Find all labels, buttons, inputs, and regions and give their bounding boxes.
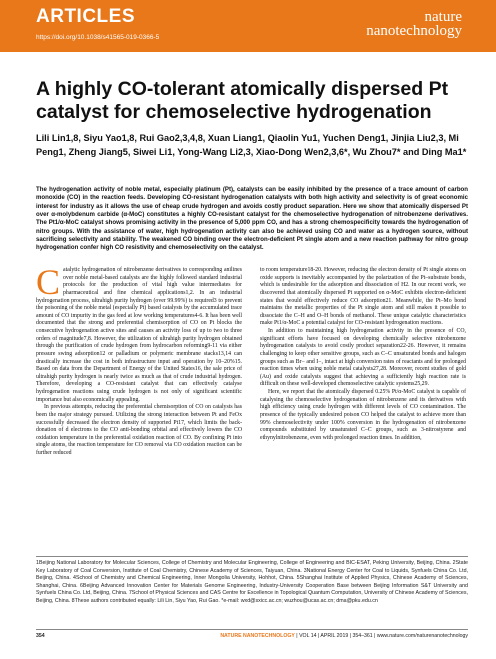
journal-logo: [366, 10, 462, 38]
journal-logo-line1: nature: [424, 9, 462, 25]
journal-logo-line2: nanotechnology: [366, 23, 462, 39]
journal-citation: [220, 633, 468, 639]
abstract: The hydrogenation activity of noble metal, especially platinum (Pt), catalysts can be easily inhibited by the presence of a trace amount of carbon monoxide (CO) in the reaction feeds. Developing CO-resistant hydrogenation catalysts with both high activity and selectivity is of great economic interest for industry as it allows the use of cheap crude hydrogen and avoids costly product separation. Here we show that atomically dispersed Pt over α-molybdenum carbide (α-MoC) constitutes a highly CO-resistant catalyst for the chemoselective hydrogenation of nitrobenzene derivatives. The Pt1/α-MoC catalyst shows promising activity in the presence of 5,000 ppm CO, and has a strong chemospecificity towards the hydrogenation of nitro groups. With the assistance of water, high hydrogenation activity can also be achieved using CO and water as a hydrogen source, without sacrificing selectivity and stability. The weakened CO binding over the electron-deficient Pt single atom and a new reaction pathway for nitro group hydrogenation confer high CO resistivity and chemoselectivity on the catalyst.: [36, 186, 468, 252]
body-paragraph: In previous attempts, reducing the preferential chemisorption of CO on catalysts has been the major strategy pursued. Utilizing the strong interaction between Pt and FeOx successfully decreased the electron density of supported Pt17, which limits the back-donation of d electrons to the CO anti-bonding orbital and effectively lowers the CO oxidation temperature in the preferential oxidation reaction of CO. By confining Pt into single atoms, the reaction temperature for CO removal via CO oxidation reaction can be further reduced: [36, 404, 242, 456]
body-column-left: [36, 262, 242, 458]
section-label: ARTICLES: [36, 6, 135, 27]
drop-cap: C: [36, 262, 61, 302]
footer-volume-info: | VOL 14 | APRIL 2019 | 354–361 | www.nature.com/naturenanotechnology: [294, 633, 468, 639]
body-paragraph: atalytic hydrogenation of nitrobenzene derivatives to corresponding anilines over noble metal-based catalysts are the highly followed standard industrial protocols for the production of vital high value intermediates for pharmaceutical and fine chemical applications1,2. In an industrial hydrogenation process, ultrahigh purity hydrogen (over 99.99%) is required3 to prevent the poisoning of the noble metal (especially Pt) based catalysts by the accumulated trace amount of CO impurity in the gas feed at low working temperatures4-6. It has been well documented that the strong and preferential chemisorption of CO on Pt blocks the consecutive hydrogenation active sites and causes an activity loss of up to two to three orders of magnitude7,8. However, the utilization of ultrahigh purity hydrogen obtained through the purification of crude hydrogen from hydrocarbon reforming9-11 via either pressure swing adsorption12 or palladium or polymeric membrane stacks13,14 can drastically increase the cost in both infrastructure input and operation by 10–20%15. Based on data from the Department of Energy of the United States16, the sale price of ultrahigh purity hydrogen is nearly twice as much as that of crude industrial hydrogen. Therefore, developing a CO-resistant catalyst that can effectively catalyse hydrogenation reactions using crude hydrogen is not only of significant scientific importance but also economically appealing.: [36, 267, 242, 403]
page-footer: [36, 629, 468, 639]
body-paragraph: to room temperature18-20. However, reducing the electron density of Pt single atoms on oxide supports is inevitably accompanied by the polarization of the Pt–substrate bonds, which is undesirable for the adsorption and dissociation of H2. In our recent work, we discovered that atomically dispersed Pt supported on α-MoC exhibits electron-deficient states that would effectively reduce CO adsorption21. Meanwhile, the Pt–Mo bond maintains the metallic properties of the Pt single atom and still makes it possible to dissociate the C–H and O–H bonds of methanol. These unique catalytic characteristics make Pt1/α-MoC a potential catalyst for CO-resistant hydrogenation reactions.: [260, 267, 466, 327]
article-title: A highly CO-tolerant atomically dispersed Pt catalyst for chemoselective hydrogenation: [36, 78, 449, 123]
page-number: 354: [36, 633, 45, 639]
body-paragraph: In addition to maintaining high hydrogenation activity in the presence of CO, significant efforts have focused on developing chemically selective nitrobenzene hydrogenation catalysts to avoid costly product separation22-26. However, it remains challenging to keep other sensitive groups, such as C–C unsaturated bonds and halogen groups such as Br− and I−, intact at high conversion rates of reactants and for prolonged reaction times when using noble metal catalysts27,28. Moreover, recent studies of gold (Au) and oxide catalysts suggest that achieving a sufficiently high reaction rate is difficult on these well-developed chemoselective catalytic systems25,29.: [260, 328, 466, 388]
footer-journal-name: NATURE NANOTECHNOLOGY: [220, 633, 295, 639]
author-list: Lili Lin1,8, Siyu Yao1,8, Rui Gao2,3,4,8, Xuan Liang1, Qiaolin Yu1, Yuchen Deng1, Jinjia Liu2,3, Mi Peng1, Zheng Jiang5, Siwei Li1, Yong-Wang Li2,3, Xiao-Dong Wen2,3,6*, Wu Zhou7* and Ding Ma1*: [36, 133, 467, 157]
doi-link[interactable]: https://doi.org/10.1038/s41565-019-0366-5: [36, 34, 160, 41]
affiliations-footnote: 1Beijing National Laboratory for Molecular Sciences, College of Chemistry and Molecular Engineering, College of Engineering and BIC-ESAT, Peking University, Beijing, China. 2State Key Laboratory of Coal Conversion, Institute of Coal Chemistry, Chinese Academy of Sciences, Taiyuan, China. 3National Energy Center for Coal to Liquids, Synfuels China Co. Ltd, Beijing, China. 4School of Chemistry and Chemical Engineering, Inner Mongolia University, Hohhot, China. 5Shanghai Institute of Applied Physics, Chinese Academy of Sciences, Shanghai, China. 6Beijing Advanced Innovation Center for Materials Genome Engineering, Industry-University Cooperation Base between Beijing Information S&T University and Synfuels China Co. Ltd, Beijing, China. 7School of Physical Sciences and CAS Centre for Excellence in Topological Quantum Computation, University of Chinese Academy of Sciences, Beijing, China. 8These authors contributed equally: Lili Lin, Siyu Yao, Rui Gao. *e-mail: wxd@sxicc.ac.cn; wuzhou@ucas.ac.cn; dma@pku.edu.cn: [36, 556, 468, 606]
body-paragraph: Here, we report that the atomically dispersed 0.25% Pt/α-MoC catalyst is capable of catalysing the chemoselective hydrogenation of nitrobenzene and its derivatives with high efficiency using crude hydrogen with different levels of CO contamination. The presence of the typically undesired poison CO helped the catalyst to achieve more than 99% chemoselectivity under 100% conversion in the hydrogenation of nitrobenzene compounds substituted by unsaturated C–C groups, such as 3-nitrostyrene and ethynylnitrobenzene, even with prolonged reaction times. In addition,: [260, 389, 466, 441]
body-column-right: [260, 267, 466, 442]
article-header-banner: [0, 0, 496, 52]
